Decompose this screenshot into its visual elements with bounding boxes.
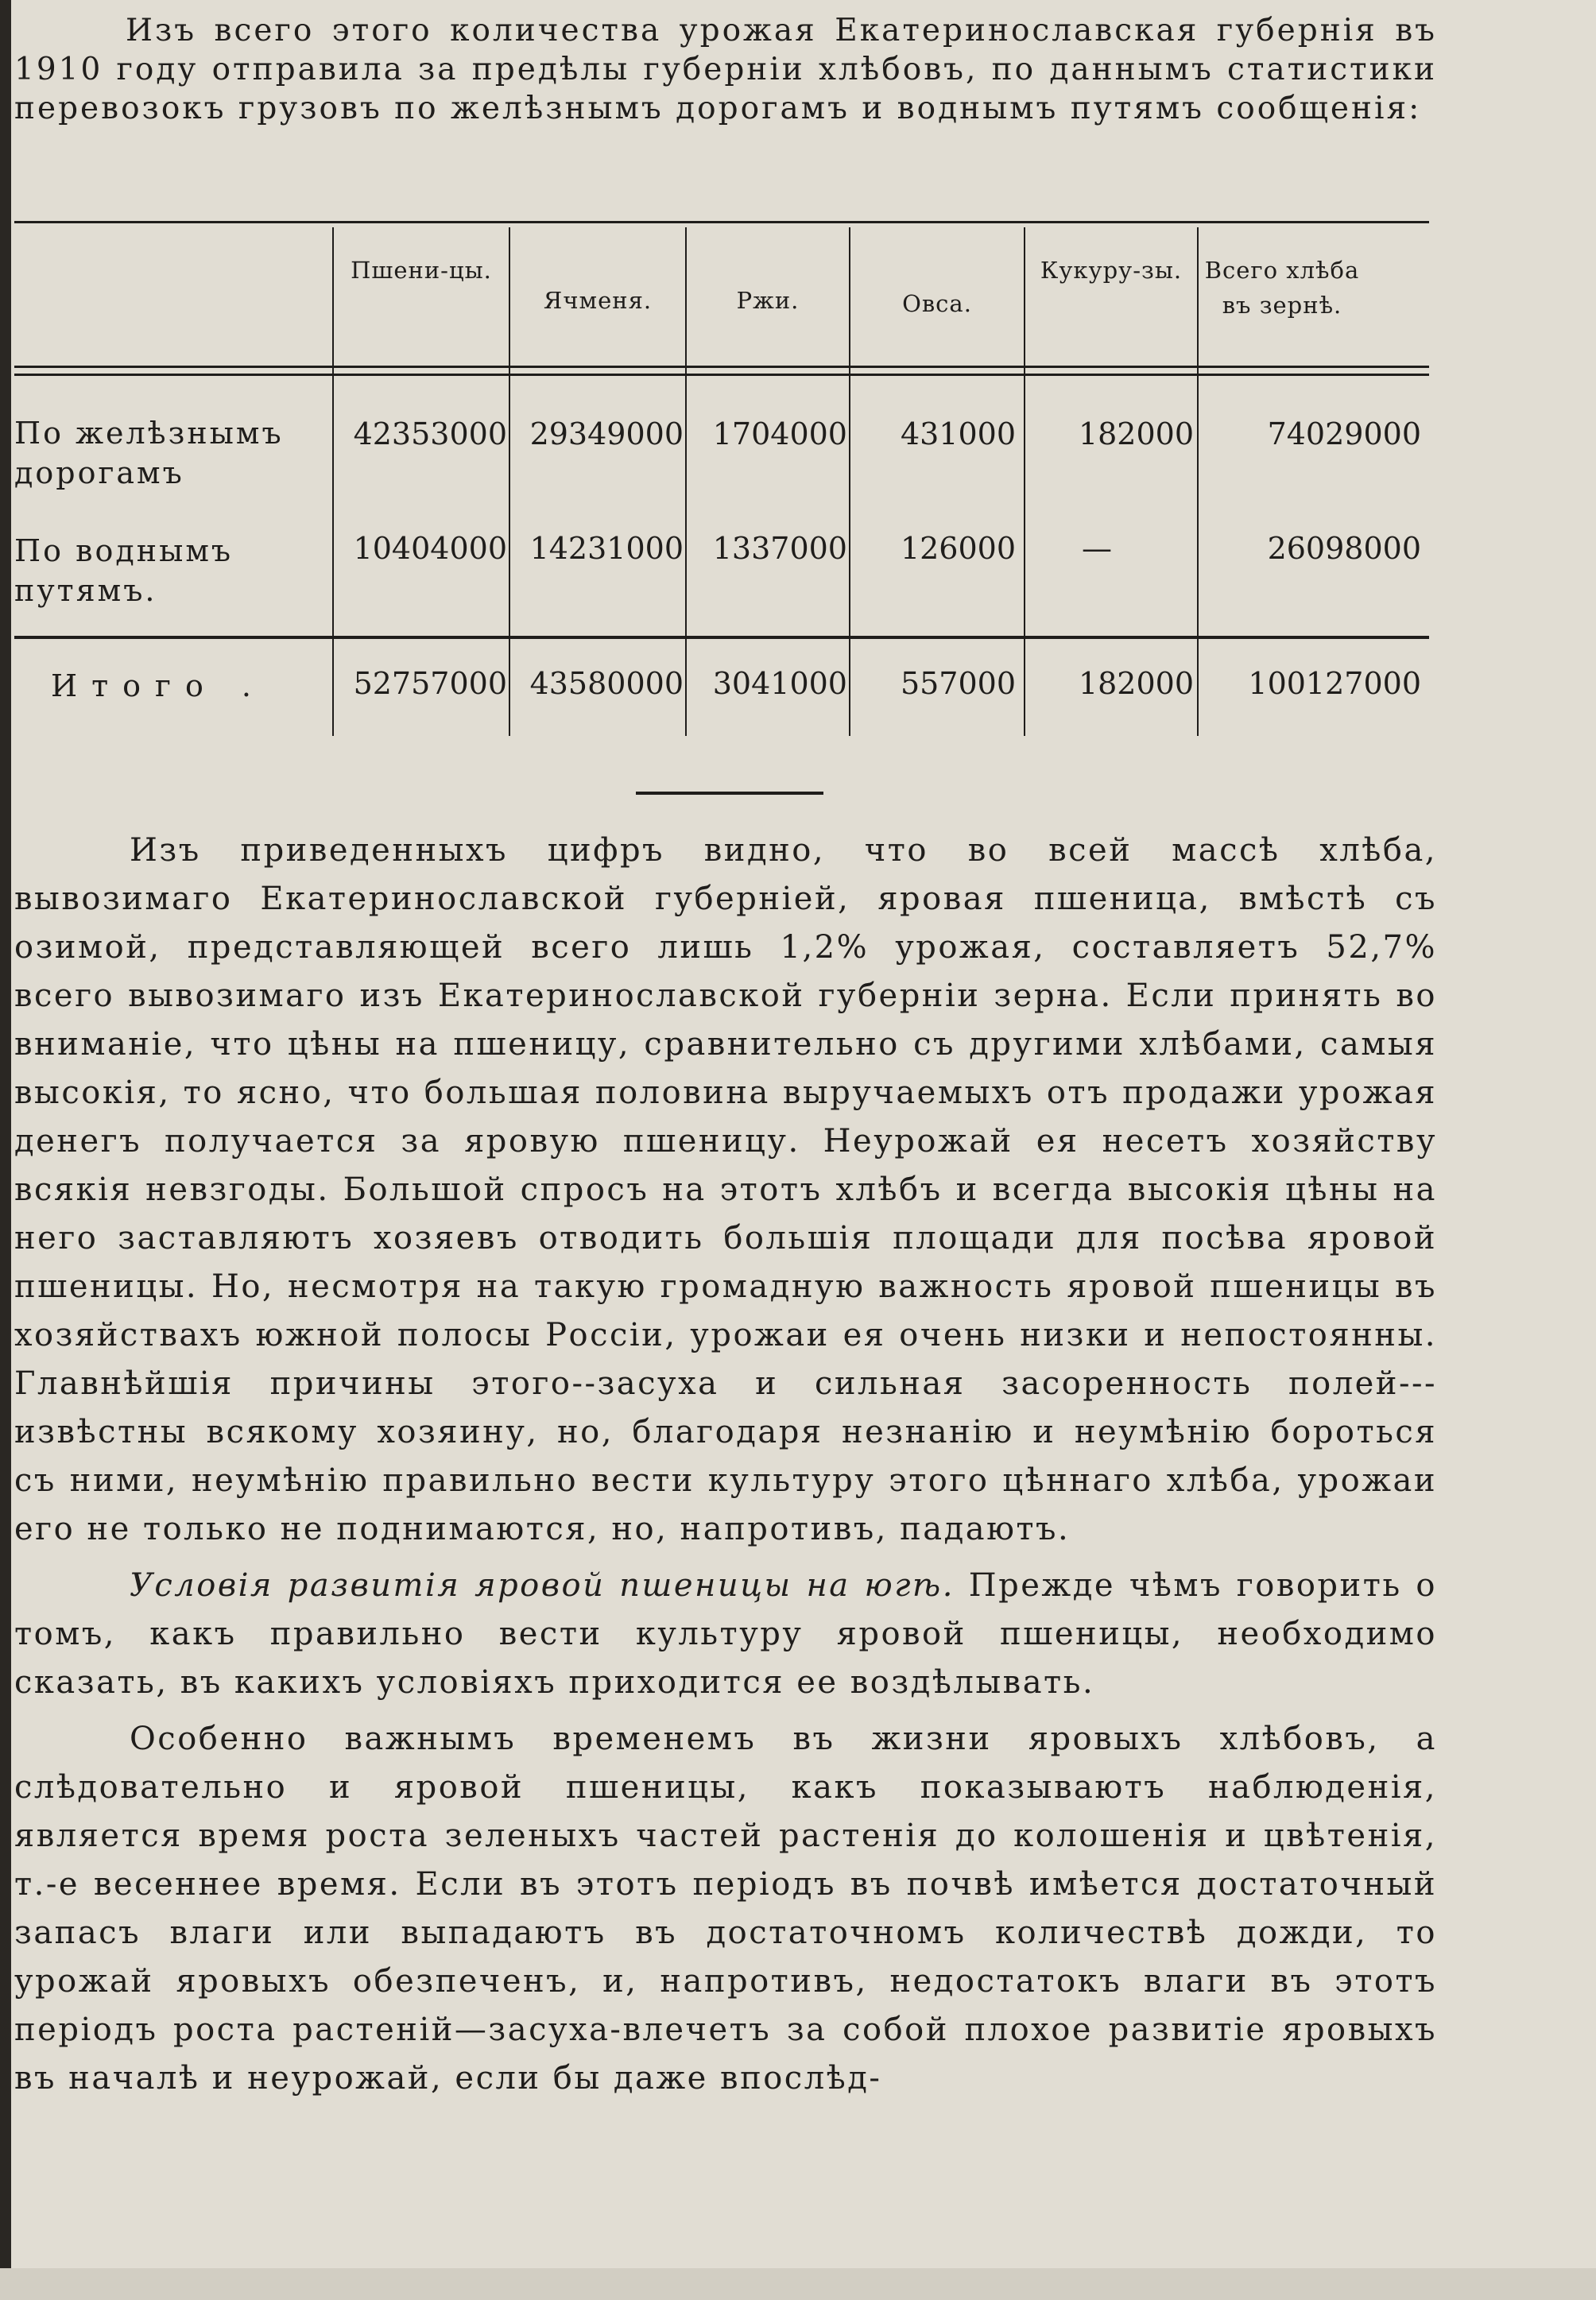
cell: 557000 xyxy=(900,666,1016,701)
header-rye: Ржи. xyxy=(736,287,800,314)
header-wheat: Пшени-цы. xyxy=(351,257,492,284)
cell: 52757000 xyxy=(353,666,507,701)
cell: 182000 xyxy=(1078,416,1194,451)
cell: 182000 xyxy=(1078,666,1194,701)
row-label-total: Итого . xyxy=(51,668,265,703)
cell: 3041000 xyxy=(712,666,847,701)
cell: 74029000 xyxy=(1267,416,1421,451)
total-rule xyxy=(14,636,1429,639)
paragraph-1: Изъ приведенныхъ цифръ видно, что во всей массѣ хлѣба, вывозимаго Екатеринославской губерніей, яровая пшеница, вмѣстѣ съ озимой, представляющей всего лишь 1,2% урожая, составляетъ 52,7% всего вывозимаго изъ Екатеринославской губерніи зерна. Если принять во вниманіе, что цѣны на пшеницу, сравнительно съ другими хлѣбами, самыя высокія, то ясно, что большая половина выручаемыхъ отъ продажи урожая денегъ получается за яровую пшеницу. Неурожай ея несетъ хозяйству всякія невзгоды. Большой спросъ на этотъ хлѣбъ и всегда высокія цѣны на него заставляютъ хозяевъ отводить большія площади для посѣва яровой пшеницы. Но, несмотря на такую громадную важность яровой пшеницы въ хозяйствахъ южной полосы Россіи, урожаи ея очень низки и непостоянны. Главнѣйшія причины этого--засуха и сильная засоренность полей---извѣстны всякому хозяину, но, благодаря незнанію и неумѣнію бороться съ ними, неумѣнію правильно вести культуру этого цѣннаго хлѣба, урожаи его не только не поднимаются, но, напротивъ, падаютъ. xyxy=(14,832,1437,1547)
cell: 100127000 xyxy=(1248,666,1421,701)
cell: 29349000 xyxy=(529,416,684,451)
col-divider xyxy=(1024,227,1025,736)
header-rule-2 xyxy=(14,374,1429,376)
cell: 26098000 xyxy=(1267,531,1421,566)
col-divider xyxy=(332,227,334,736)
cell: 1337000 xyxy=(712,531,847,566)
header-corn: Кукуру-зы. xyxy=(1040,257,1183,284)
header-barley: Ячменя. xyxy=(543,287,653,314)
cell: 1704000 xyxy=(712,416,847,451)
grain-shipments-table xyxy=(14,221,1429,738)
intro-paragraph: Изъ всего этого количества урожая Екатеринославская губернія въ 1910 году отправила за предѣлы губерніи хлѣбовъ, по даннымъ статистики перевозокъ грузовъ по желѣзнымъ дорогамъ и воднымъ путямъ сообщенія: xyxy=(14,13,1437,126)
header-oats: Овса. xyxy=(902,290,972,317)
paragraph-2-text: Прежде чѣмъ говорить о томъ, какъ правильно вести культуру яровой пшеницы, необходимо сказать, въ какихъ условіяхъ приходится ее воздѣлывать. xyxy=(14,1567,1437,1701)
section-heading: Условія развитія яровой пшеницы на югѣ. xyxy=(130,1567,955,1604)
cell: 14231000 xyxy=(529,531,684,566)
table-top-rule xyxy=(14,221,1429,223)
page-bottom-margin xyxy=(0,2268,1596,2300)
cell: 43580000 xyxy=(529,666,684,701)
cell: 126000 xyxy=(900,531,1016,566)
page-binding-edge xyxy=(0,0,11,2300)
header-total-grain: Всего хлѣба въ зернѣ. xyxy=(1204,257,1360,319)
cell: 431000 xyxy=(900,416,1016,451)
body-text xyxy=(14,827,1437,2111)
cell: — xyxy=(1082,531,1112,566)
paragraph-2 xyxy=(14,1562,1437,1707)
header-rule-1 xyxy=(14,366,1429,368)
cell: 42353000 xyxy=(353,416,507,451)
cell: 10404000 xyxy=(353,531,507,566)
paragraph-3: Особенно важнымъ временемъ въ жизни яровыхъ хлѣбовъ, а слѣдовательно и яровой пшеницы, какъ показываютъ наблюденія, является время роста зеленыхъ частей растенія до колошенія и цвѣтенія, т.-е весеннее время. Если въ этотъ періодъ въ почвѣ имѣется достаточный запасъ влаги или выпадаютъ въ достаточномъ количествѣ дожди, то урожай яровыхъ обезпеченъ, и, напротивъ, недостатокъ влаги въ этотъ періодъ роста растеній—засуха-влечетъ за собой плохое развитіе яровыхъ въ началѣ и неурожай, если бы даже впослѣд- xyxy=(14,1721,1437,2097)
row-label-railways: По желѣзнымъ дорогамъ xyxy=(14,416,284,490)
section-divider xyxy=(636,792,823,795)
row-label-waterways: По воднымъ путямъ. xyxy=(14,533,234,608)
